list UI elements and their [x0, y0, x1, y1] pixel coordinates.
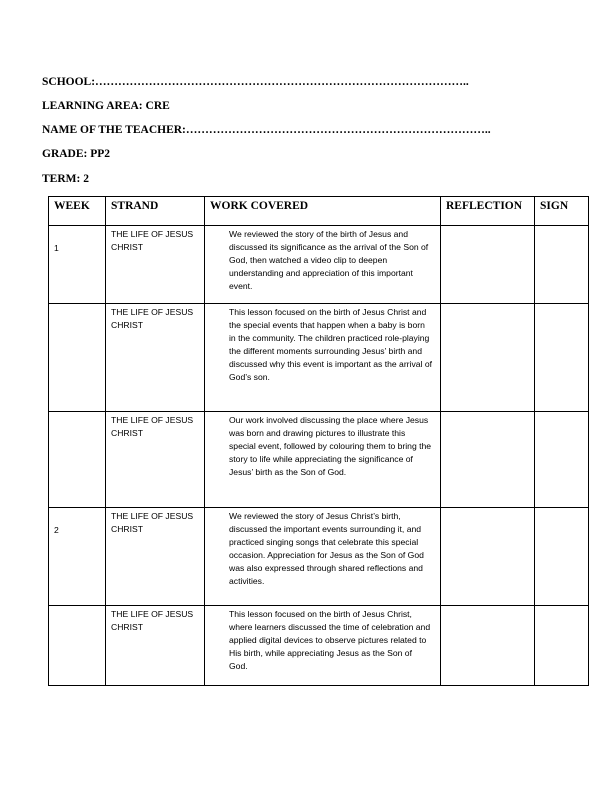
col-work-covered: WORK COVERED: [205, 197, 441, 226]
work-covered-cell: Our work involved discussing the place where Jesus was born and drawing pictures to illustrate this special event, followed by colouring them to bring the story to life while appreciating the significance of Jesus’ birth as the Son of God.: [205, 412, 441, 508]
week-cell: [49, 606, 106, 686]
table-row: [49, 606, 589, 686]
col-strand: STRAND: [106, 197, 205, 226]
col-sign: SIGN: [535, 197, 589, 226]
table-header-row: [49, 197, 589, 226]
learning-area: LEARNING AREA: CRE: [42, 100, 170, 112]
sign-cell: [535, 304, 589, 412]
grade: GRADE: PP2: [42, 148, 111, 160]
week-cell: [49, 304, 106, 412]
strand-cell: THE LIFE OF JESUS CHRIST: [106, 412, 205, 508]
sign-cell: [535, 606, 589, 686]
week-cell: 1: [49, 226, 106, 304]
strand-cell: THE LIFE OF JESUS CHRIST: [106, 304, 205, 412]
table-row: [49, 412, 589, 508]
reflection-cell: [441, 606, 535, 686]
week-cell: [49, 412, 106, 508]
sign-cell: [535, 508, 589, 606]
reflection-cell: [441, 304, 535, 412]
strand-cell: THE LIFE OF JESUS CHRIST: [106, 226, 205, 304]
reflection-cell: [441, 508, 535, 606]
week-cell: 2: [49, 508, 106, 606]
teacher-name-field: NAME OF THE TEACHER:……………………………………………………………………..: [42, 124, 491, 136]
sign-cell: [535, 226, 589, 304]
strand-cell: THE LIFE OF JESUS CHRIST: [106, 606, 205, 686]
col-reflection: REFLECTION: [441, 197, 535, 226]
work-covered-cell: We reviewed the story of Jesus Christ’s birth, discussed the important events surrounding it, and practiced singing songs that celebrate this special occasion. Appreciation for Jesus as the Son of God was also expressed through shared reflections and activities.: [205, 508, 441, 606]
reflection-cell: [441, 226, 535, 304]
col-week: WEEK: [49, 197, 106, 226]
term: TERM: 2: [42, 173, 89, 185]
work-covered-cell: We reviewed the story of the birth of Jesus and discussed its significance as the arrival of the Son of God, then watched a video clip to deepen understanding and appreciation of this important event.: [205, 226, 441, 304]
table-row: [49, 226, 589, 304]
record-of-work-table: [48, 196, 589, 686]
school-field: SCHOOL:……………………………………………………………………………………..: [42, 76, 469, 88]
strand-cell: THE LIFE OF JESUS CHRIST: [106, 508, 205, 606]
work-covered-cell: This lesson focused on the birth of Jesus Christ, where learners discussed the time of celebration and applied digital devices to observe pictures related to His birth, while appreciating Jesus as the Son of God.: [205, 606, 441, 686]
work-covered-cell: This lesson focused on the birth of Jesus Christ and the special events that happen when a baby is born in the community. The children practiced role-playing the different moments surrounding Jesus’ birth and discussed why this event is important as the arrival of God’s son.: [205, 304, 441, 412]
sign-cell: [535, 412, 589, 508]
reflection-cell: [441, 412, 535, 508]
table-row: [49, 508, 589, 606]
table-row: [49, 304, 589, 412]
